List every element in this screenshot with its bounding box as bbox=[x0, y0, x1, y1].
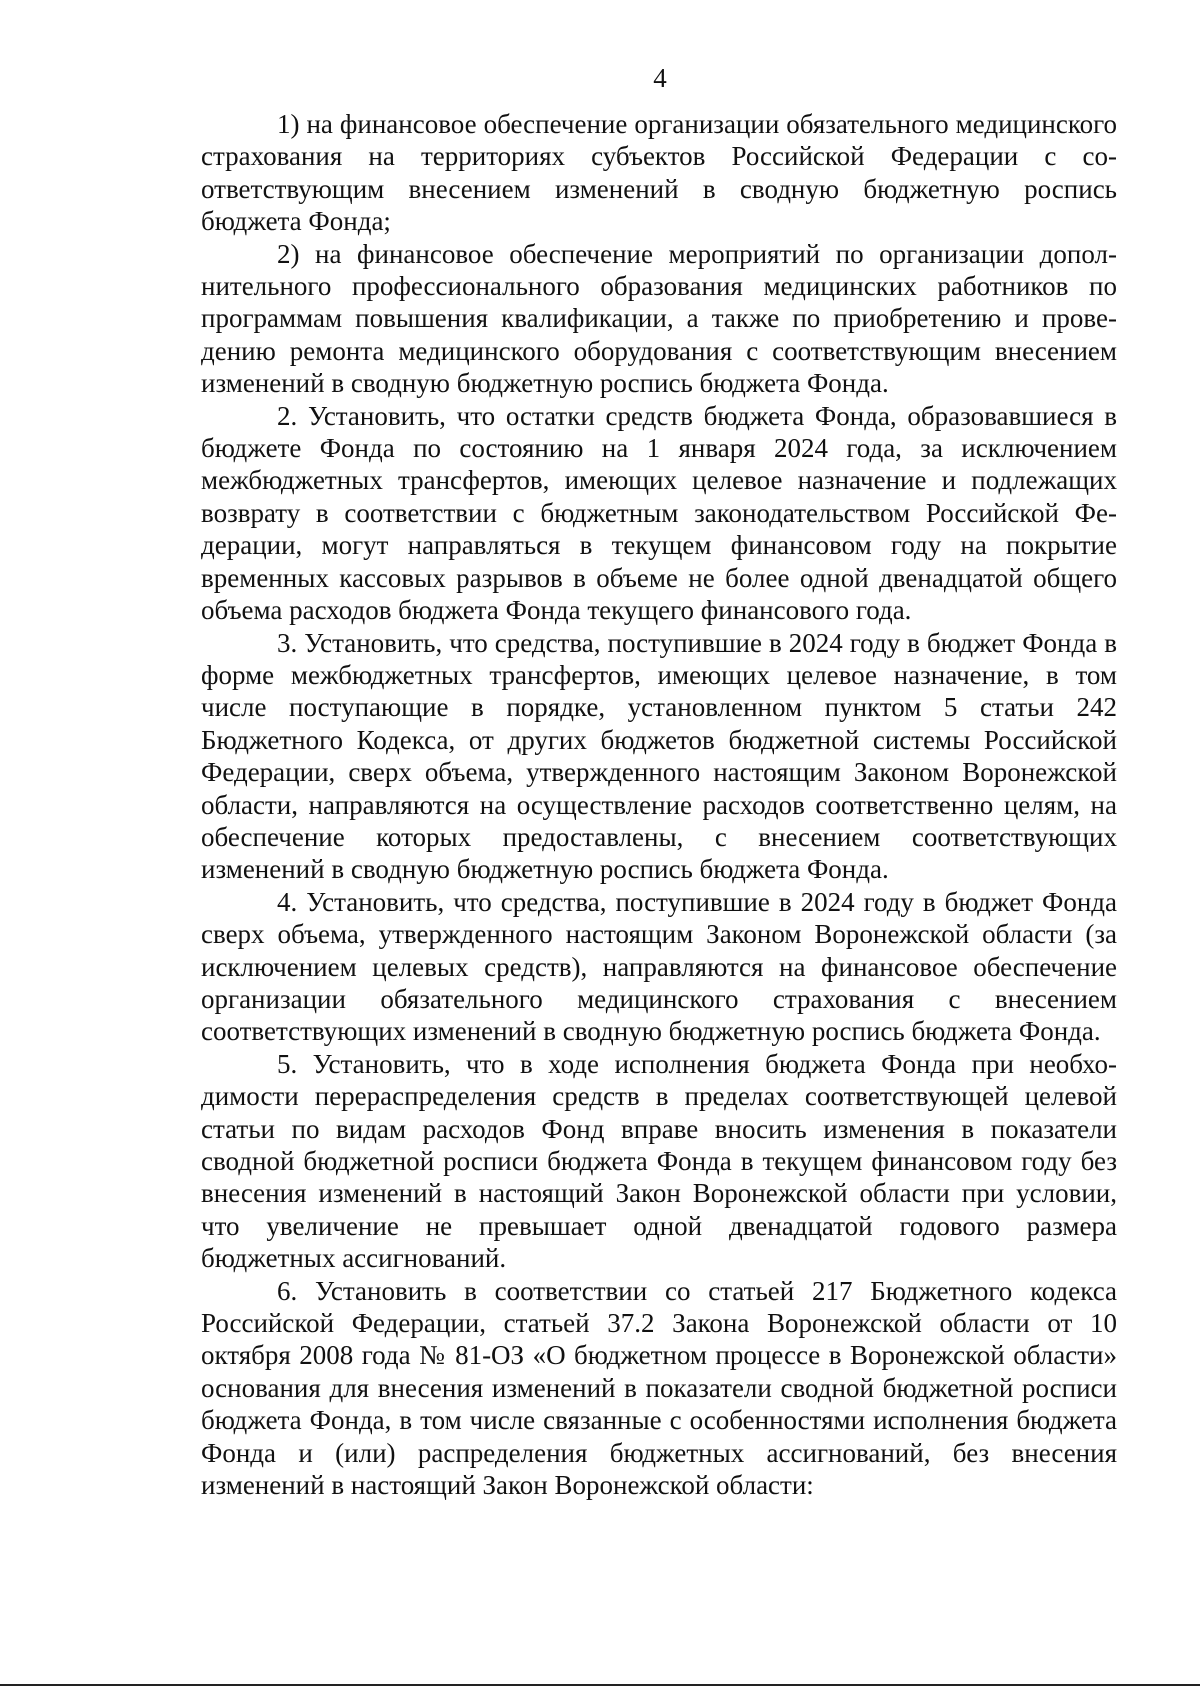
paragraph-clause-2: 2. Установить, что остатки средств бюджета Фонда, образовавшиеся в бюджете Фонда по состоянию на 1 января 2024 года, за исключением межбюджетных трансфертов, имеющих целевое назначение и подлежащих возврату в соответствии с бюджетным законодательством Российской Федерации, могут направляться в текущем финансовом году на покрытие временных кассовых разрывов в объеме не более одной двенадцатой общего объема расходов бюджета Фонда текущего финансового года. bbox=[201, 400, 1117, 626]
bottom-divider bbox=[0, 1684, 1200, 1686]
paragraph-clause-6: 6. Установить в соответствии со статьей 217 Бюджетного кодекса Российской Федерации, статьей 37.2 Закона Воронежской области от 10 октября 2008 года № 81-ОЗ «О бюджетном процессе в Воронежской области» основания для внесения изменений в показатели сводной бюджетной росписи бюджета Фонда, в том числе связанные с особенностями исполнения бюджета Фонда и (или) распределения бюджетных ассигнований, без внесения изменений в настоящий Закон Воронежской области: bbox=[201, 1275, 1117, 1501]
paragraph-clause-5: 5. Установить, что в ходе исполнения бюджета Фонда при необходимости перераспределения средств в пределах соответствующей целевой статьи по видам расходов Фонд вправе вносить изменения в показатели сводной бюджетной росписи бюджета Фонда в текущем финансовом году без внесения изменений в настоящий Закон Воронежской области при условии, что увеличение не превышает одной двенадцатой годового размера бюджетных ассигнований. bbox=[201, 1048, 1117, 1274]
page-number: 4 bbox=[653, 63, 667, 93]
document-body bbox=[201, 108, 1117, 1501]
paragraph-item-2: 2) на финансовое обеспечение мероприятий по организации дополнительного профессионального образования медицинских работников по программам повышения квалификации, а также по приобретению и проведению ремонта медицинского оборудования с соответствующим внесением изменений в сводную бюджетную роспись бюджета Фонда. bbox=[201, 238, 1117, 399]
paragraph-item-1: 1) на финансовое обеспечение организации обязательного медицинского страхования на территориях субъектов Российской Федерации с соответствующим внесением изменений в сводную бюджетную роспись бюджета Фонда; bbox=[201, 109, 1117, 237]
paragraph-clause-3: 3. Установить, что средства, поступившие в 2024 году в бюджет Фонда в форме межбюджетных трансфертов, имеющих целевое назначение, в том числе поступающие в порядке, установленном пунктом 5 статьи 242 Бюджетного Кодекса, от других бюджетов бюджетной системы Российской Федерации, сверх объема, утвержденного настоящим Законом Воронежской области, направляются на осуществление расходов соответственно целям, на обеспечение которых предоставлены, с внесением соответствующих изменений в сводную бюджетную роспись бюджета Фонда. bbox=[201, 627, 1117, 885]
paragraph-clause-4: 4. Установить, что средства, поступившие в 2024 году в бюджет Фонда сверх объема, утвержденного настоящим Законом Воронежской области (за исключением целевых средств), направляются на финансовое обеспечение организации обязательного медицинского страхования с внесением соответствующих изменений в сводную бюджетную роспись бюджета Фонда. bbox=[201, 886, 1117, 1047]
